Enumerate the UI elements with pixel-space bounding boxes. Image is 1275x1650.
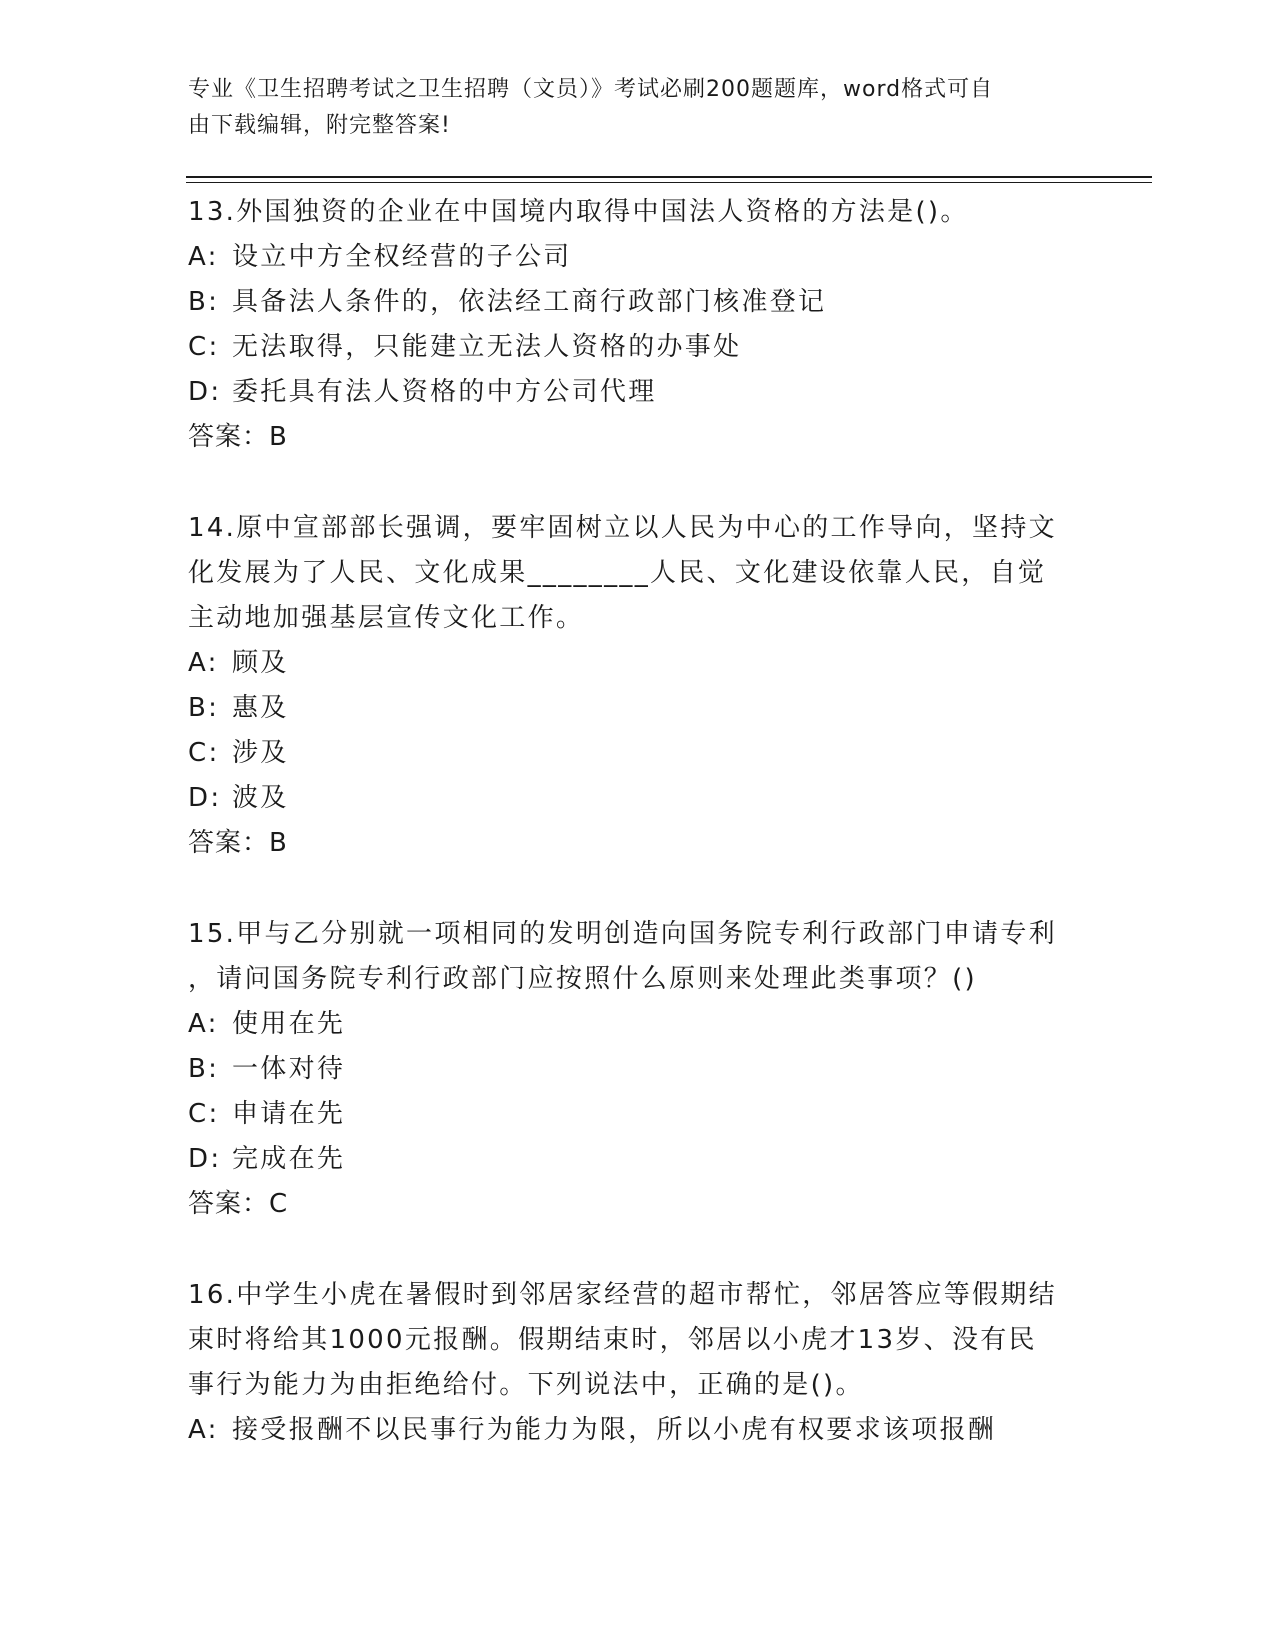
option-text: 无法取得，只能建立无法人资格的办事处 [232,332,742,362]
answer-value: C [269,1189,289,1219]
option-b [188,1047,1088,1092]
header-divider-thick [186,176,1152,178]
document-header [188,72,1088,144]
question-stem-line: 束时将给其1000元报酬。假期结束时，邻居以小虎才13岁、没有民 [188,1325,1037,1355]
question-16 [188,1273,1088,1453]
option-letter: B: [188,287,220,317]
option-letter: C: [188,1099,220,1129]
option-text: 一体对待 [232,1054,346,1084]
option-c [188,1092,1088,1137]
answer-label: 答案： [188,1189,270,1219]
option-letter: B: [188,1054,220,1084]
question-14 [188,506,1088,866]
option-letter: D: [188,1144,222,1174]
question-stem-line: 14.原中宣部部长强调，要牢固树立以人民为中心的工作导向，坚持文 [188,513,1057,543]
option-text: 惠及 [232,693,289,723]
option-d [188,370,1088,415]
option-text: 设立中方全权经营的子公司 [232,242,572,272]
option-text: 波及 [232,783,289,813]
question-list [188,190,1088,1499]
option-text: 申请在先 [232,1099,346,1129]
option-letter: A: [188,1415,219,1445]
option-b [188,686,1088,731]
option-a [188,235,1088,280]
option-letter: A: [188,1009,219,1039]
question-13 [188,190,1088,460]
question-stem-line: 事行为能力为由拒绝给付。下列说法中，正确的是()。 [188,1370,864,1400]
header-line-2: 由下载编辑，附完整答案! [188,113,451,138]
question-stem-line: 16.中学生小虎在暑假时到邻居家经营的超市帮忙，邻居答应等假期结 [188,1280,1057,1310]
answer-line [188,821,1088,866]
option-letter: D: [188,377,222,407]
option-text: 涉及 [232,738,289,768]
option-letter: B: [188,693,220,723]
answer-label: 答案： [188,828,270,858]
answer-value: B [269,422,288,452]
option-a [188,641,1088,686]
question-stem-line: 13.外国独资的企业在中国境内取得中国法人资格的方法是()。 [188,197,969,227]
option-text: 委托具有法人资格的中方公司代理 [232,377,657,407]
option-letter: A: [188,242,219,272]
option-d [188,776,1088,821]
option-letter: C: [188,332,220,362]
option-c [188,731,1088,776]
option-letter: C: [188,738,220,768]
question-stem-line: 15.甲与乙分别就一项相同的发明创造向国务院专利行政部门申请专利 [188,919,1057,949]
option-text: 具备法人条件的，依法经工商行政部门核准登记 [232,287,827,317]
option-text: 使用在先 [232,1009,346,1039]
option-text: 完成在先 [232,1144,346,1174]
option-letter: A: [188,648,219,678]
option-text: 顾及 [232,648,289,678]
question-15 [188,912,1088,1227]
option-a [188,1408,1088,1453]
answer-label: 答案： [188,422,270,452]
answer-line [188,1182,1088,1227]
option-text: 接受报酬不以民事行为能力为限，所以小虎有权要求该项报酬 [232,1415,997,1445]
option-c [188,325,1088,370]
header-divider-thin [186,182,1152,183]
option-letter: D: [188,783,222,813]
option-a [188,1002,1088,1047]
question-stem-line: 主动地加强基层宣传文化工作。 [188,603,585,633]
answer-value: B [269,828,288,858]
header-line-1: 专业《卫生招聘考试之卫生招聘（文员）》考试必刷200题题库，word格式可自 [188,77,994,102]
answer-line [188,415,1088,460]
question-stem-line: ，请问国务院专利行政部门应按照什么原则来处理此类事项？() [188,964,977,994]
option-d [188,1137,1088,1182]
option-b [188,280,1088,325]
question-stem-line: 化发展为了人民、文化成果________人民、文化建设依靠人民，自觉 [188,558,1047,588]
